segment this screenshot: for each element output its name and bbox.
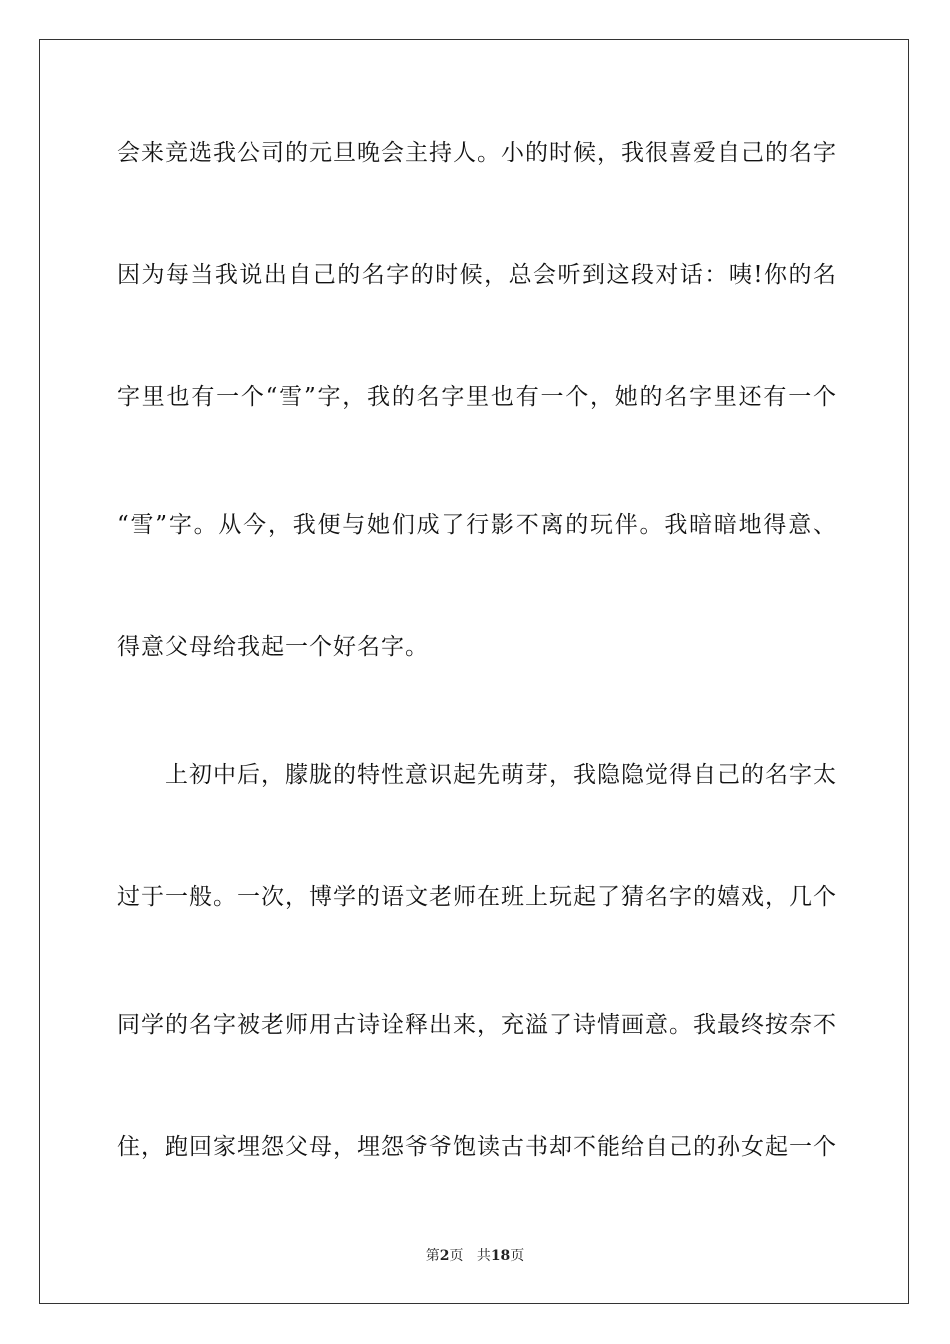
text-line: 同学的名字被老师用古诗诠释出来，充溢了诗情画意。我最终按奈不 — [117, 1012, 837, 1038]
text-line: 会来竞选我公司的元旦晚会主持人。小的时候，我很喜爱自己的名字 — [117, 140, 837, 166]
page-border — [39, 39, 909, 1304]
text-line: 过于一般。一次，博学的语文老师在班上玩起了猜名字的嬉戏，几个 — [117, 884, 837, 910]
text-line: 得意父母给我起一个好名字。 — [117, 634, 429, 660]
page-footer — [0, 1245, 950, 1265]
page-suffix: 页 — [449, 1248, 464, 1264]
page-number: 2 — [439, 1248, 450, 1264]
total-prefix: 共 — [476, 1248, 491, 1264]
total-pages: 18 — [490, 1248, 511, 1264]
text-line: 字里也有一个“雪”字，我的名字里也有一个，她的名字里还有一个 — [117, 384, 837, 410]
page-prefix: 第 — [425, 1248, 440, 1264]
text-line: 因为每当我说出自己的名字的时候，总会听到这段对话：咦!你的名 — [117, 262, 837, 288]
total-suffix: 页 — [510, 1248, 525, 1264]
text-line: “雪”字。从今，我便与她们成了行影不离的玩伴。我暗暗地得意、 — [117, 512, 837, 538]
paragraph-start-line: 上初中后，朦胧的特性意识起先萌芽，我隐隐觉得自己的名字太 — [117, 762, 837, 788]
text-line: 住，跑回家埋怨父母，埋怨爷爷饱读古书却不能给自己的孙女起一个 — [117, 1134, 837, 1160]
